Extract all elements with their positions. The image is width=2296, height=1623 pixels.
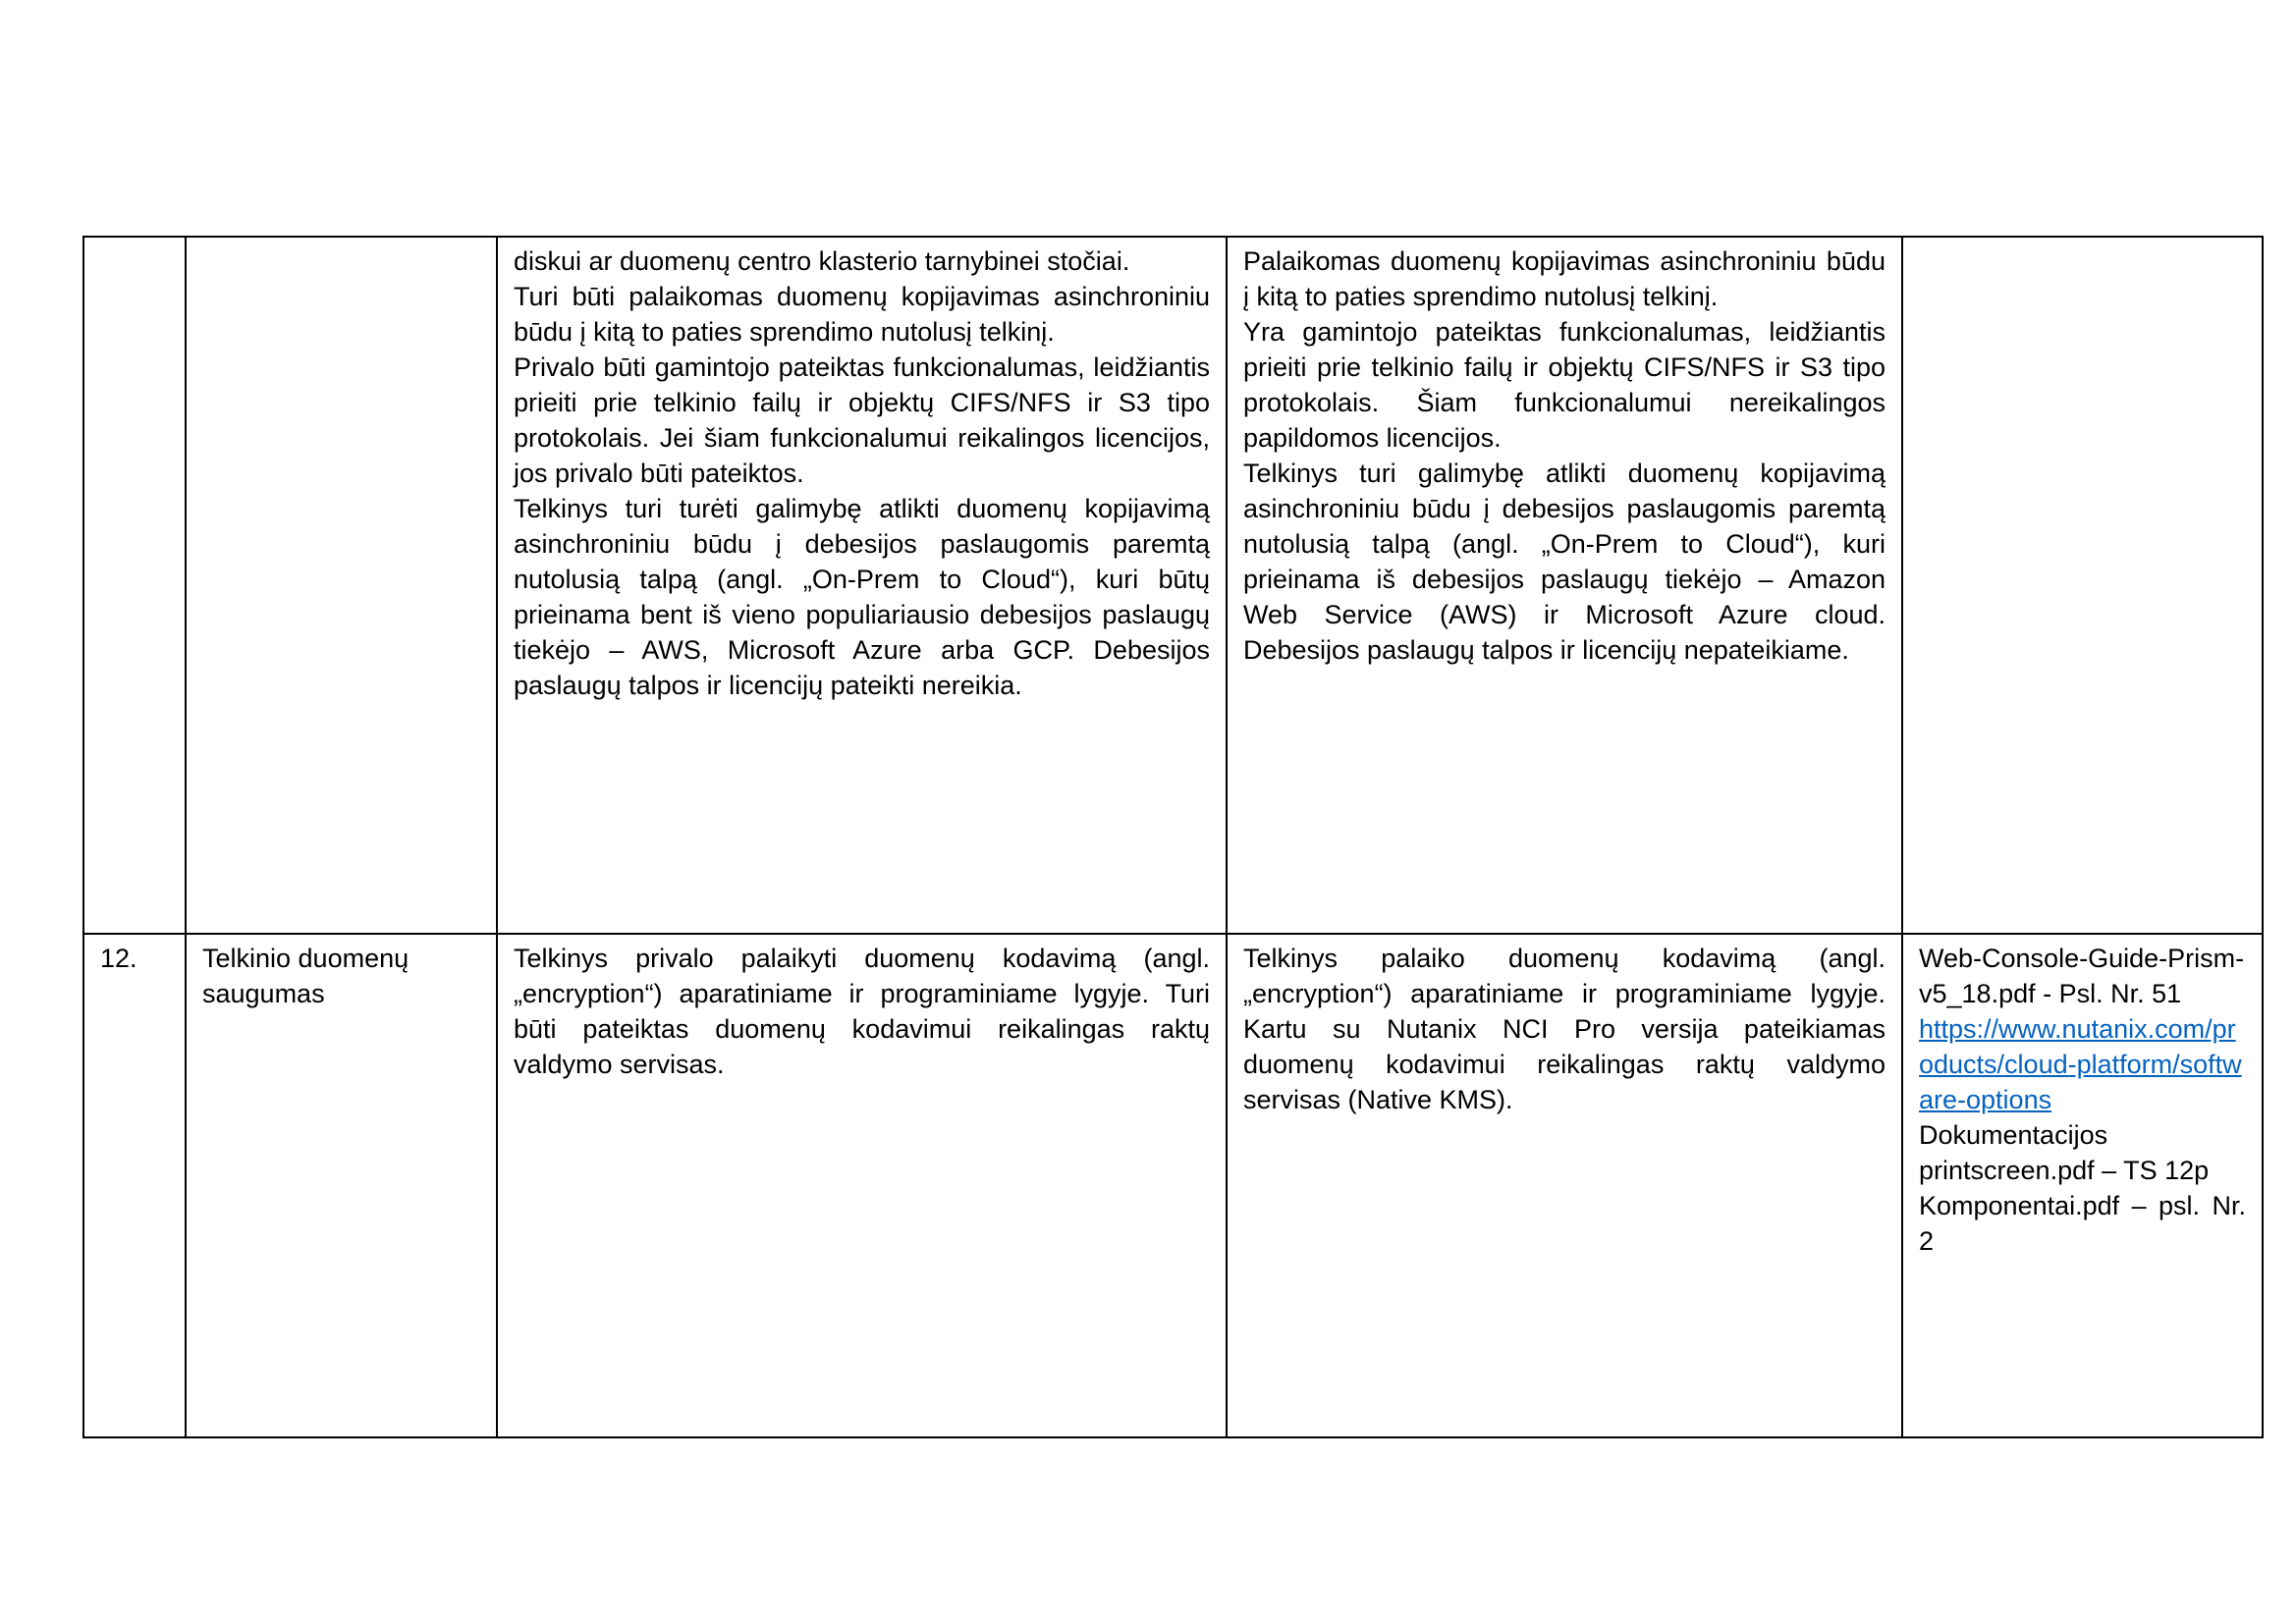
row-number-cell	[83, 237, 186, 934]
row-label-cell	[186, 237, 497, 934]
row-number-cell	[83, 934, 186, 1437]
requirement-paragraph: diskui ar duomenų centro klasterio tarnybinei stočiai.	[514, 246, 1130, 276]
requirement-paragraph: Telkinys turi turėti galimybę atlikti duomenų kopijavimą asinchroniniu būdu į debesijos paslaugomis paremtą nutolusią talpą (angl. „On-Prem to Cloud“), kuri būtų prieinama bent iš vieno populiariausio debesijos paslaugų tiekėjo – AWS, Microsoft Azure arba GCP. Debesijos paslaugų talpos ir licencijų pateikti nereikia.	[514, 494, 1210, 700]
response-paragraph: Telkinys palaiko duomenų kodavimą (angl. „encryption“) aparatiniame ir programiniame lygyje. Kartu su Nutanix NCI Pro versija pateikiamas duomenų kodavimui reikalingas raktų valdymo servisas (Native KMS).	[1243, 944, 1886, 1114]
references-cell	[1902, 237, 2263, 934]
response-paragraph: Palaikomas duomenų kopijavimas asinchroniniu būdu į kitą to paties sprendimo nutolusį telkinį.	[1243, 246, 1886, 311]
response-cell	[1227, 237, 1902, 934]
row-label-cell	[186, 934, 497, 1437]
references-cell	[1902, 934, 2263, 1437]
reference-item	[1919, 1011, 2246, 1117]
nutanix-products-link[interactable]: https://www.nutanix.com/products/cloud-platform/software-options	[1919, 1014, 2242, 1114]
response-paragraph: Telkinys turi galimybę atlikti duomenų kopijavimą asinchroniniu būdu į debesijos paslaugomis paremtą nutolusią talpą (angl. „On-Prem to Cloud“), kuri prieinama iš debesijos paslaugų tiekėjo – Amazon Web Service (AWS) ir Microsoft Azure cloud. Debesijos paslaugų talpos ir licencijų nepateikiame.	[1243, 459, 1886, 665]
table-row-12	[83, 934, 2263, 1437]
row-label: Telkinio duomenų saugumas	[202, 944, 410, 1008]
specification-table	[82, 236, 2264, 1438]
requirement-cell	[497, 934, 1227, 1437]
response-cell	[1227, 934, 1902, 1437]
row-number: 12.	[100, 944, 137, 973]
requirement-cell	[497, 237, 1227, 934]
requirement-paragraph: Privalo būti gamintojo pateiktas funkcionalumas, leidžiantis prieiti prie telkinio failų ir objektų CIFS/NFS ir S3 tipo protokolais. Jei šiam funkcionalumui reikalingos licencijos, jos privalo būti pateiktos.	[514, 352, 1210, 488]
reference-item: Web-Console-Guide-Prism-v5_18.pdf - Psl. Nr. 51	[1919, 944, 2245, 1008]
response-paragraph: Yra gamintojo pateiktas funkcionalumas, leidžiantis prieiti prie telkinio failų ir objektų CIFS/NFS ir S3 tipo protokolais. Šiam funkcionalumui nereikalingos papildomos licencijos.	[1243, 317, 1886, 453]
reference-item: Dokumentacijos printscreen.pdf – TS 12p	[1919, 1120, 2210, 1185]
table-row-continuation	[83, 237, 2263, 934]
requirement-paragraph: Turi būti palaikomas duomenų kopijavimas asinchroniniu būdu į kitą to paties sprendimo nutolusį telkinį.	[514, 282, 1210, 347]
requirement-paragraph: Telkinys privalo palaikyti duomenų kodavimą (angl. „encryption“) aparatiniame ir programiniame lygyje. Turi būti pateiktas duomenų kodavimui reikalingas raktų valdymo servisas.	[514, 944, 1210, 1079]
reference-item: Komponentai.pdf – psl. Nr. 2	[1919, 1191, 2246, 1256]
